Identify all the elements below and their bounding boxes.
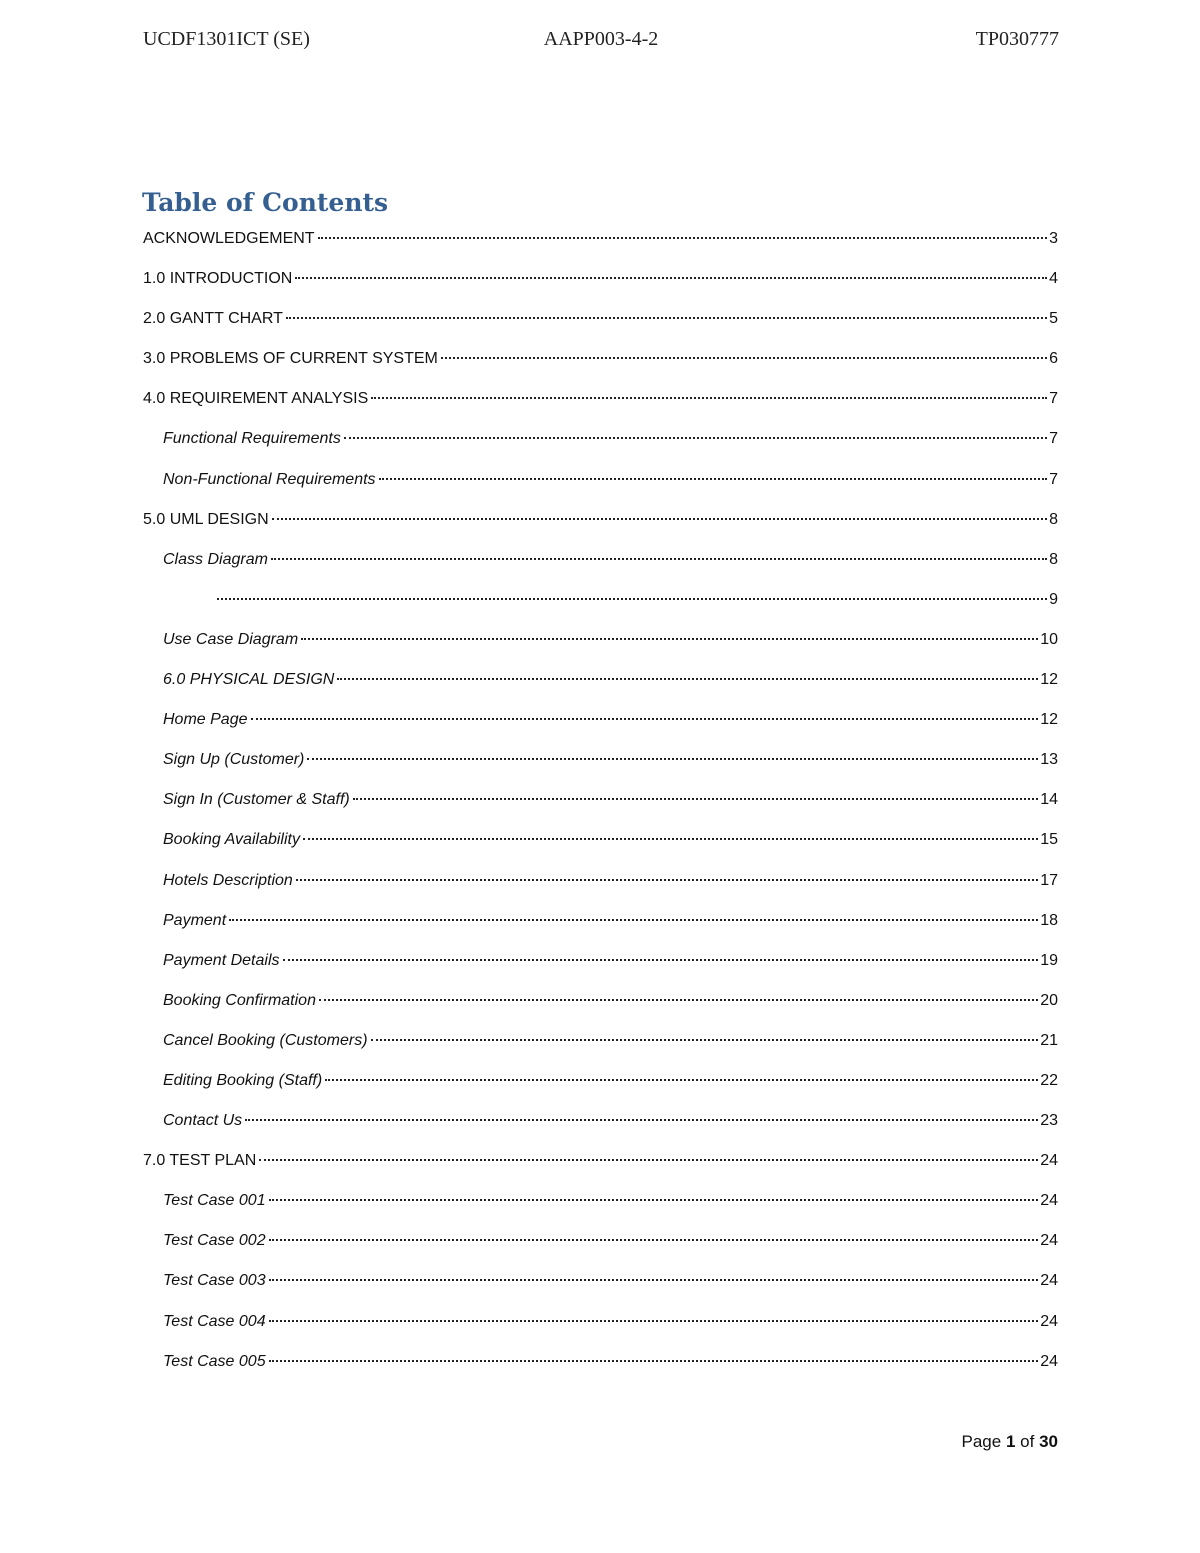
- toc-entry-label: 2.0 GANTT CHART: [143, 310, 283, 328]
- toc-entry-page-number: 5: [1049, 310, 1058, 328]
- toc-entry-label: 5.0 UML DESIGN: [143, 510, 269, 528]
- toc-entry-page-number: 3: [1049, 230, 1058, 247]
- toc-dot-leader: [371, 1039, 1039, 1041]
- toc-entry[interactable]: [143, 620, 1058, 660]
- toc-entry-page-number: 14: [1040, 791, 1058, 809]
- toc-entry-label: Hotels Description: [163, 871, 293, 889]
- toc-entry-label: Sign Up (Customer): [163, 751, 305, 769]
- toc-entry[interactable]: [143, 540, 1058, 580]
- toc-entry-page-number: 7: [1049, 390, 1058, 408]
- toc-entry[interactable]: [143, 901, 1058, 941]
- toc-entry[interactable]: [143, 1261, 1058, 1301]
- toc-entry-page-number: 24: [1040, 1192, 1058, 1210]
- toc-entry-label: Test Case 003: [163, 1272, 266, 1290]
- toc-entry-page-number: 17: [1040, 871, 1058, 889]
- toc-entry-page-number: 24: [1040, 1152, 1058, 1170]
- toc-entry[interactable]: [143, 580, 1058, 620]
- toc-entry[interactable]: [143, 299, 1058, 339]
- toc-entry-label: Use Case Diagram: [163, 630, 299, 648]
- toc-entry-page-number: 7: [1049, 470, 1058, 488]
- toc-entry-page-number: 6: [1049, 350, 1058, 368]
- toc-entry-page-number: 8: [1049, 550, 1058, 568]
- toc-entry-label: 6.0 PHYSICAL DESIGN: [163, 671, 335, 689]
- toc-entry[interactable]: [143, 740, 1058, 780]
- toc-entry[interactable]: [143, 1221, 1058, 1261]
- toc-entry[interactable]: [143, 1021, 1058, 1061]
- toc-entry-label: ACKNOWLEDGEMENT: [143, 230, 315, 247]
- toc-dot-leader: [269, 1360, 1039, 1362]
- toc-dot-leader: [371, 397, 1047, 399]
- toc-dot-leader: [271, 558, 1047, 560]
- footer-page-word: Page: [961, 1432, 1002, 1451]
- toc-dot-leader: [245, 1119, 1038, 1121]
- toc-dot-leader: [283, 959, 1039, 961]
- toc-dot-leader: [307, 758, 1038, 760]
- toc-entry-label: 7.0 TEST PLAN: [143, 1152, 257, 1170]
- toc-entry-page-number: 10: [1040, 630, 1058, 648]
- toc-entry[interactable]: [143, 219, 1058, 259]
- toc-entry-label: Sign In (Customer & Staff): [163, 791, 350, 809]
- toc-entry[interactable]: [143, 460, 1058, 500]
- toc-dot-leader: [217, 598, 1047, 600]
- toc-dot-leader: [269, 1239, 1039, 1241]
- toc-entry-page-number: 24: [1040, 1272, 1058, 1290]
- footer-current-page: 1: [1005, 1432, 1016, 1451]
- toc-entry[interactable]: [143, 1141, 1058, 1181]
- toc-dot-leader: [344, 437, 1047, 439]
- toc-dot-leader: [379, 478, 1048, 480]
- toc-entry-label: Booking Confirmation: [163, 991, 316, 1009]
- toc-entry[interactable]: [143, 379, 1058, 419]
- toc-entry-page-number: 20: [1040, 991, 1058, 1009]
- toc-entry-page-number: 24: [1040, 1232, 1058, 1250]
- toc-dot-leader: [269, 1320, 1039, 1322]
- toc-entry-page-number: 24: [1040, 1352, 1058, 1370]
- toc-dot-leader: [318, 237, 1048, 239]
- toc-entry-page-number: 7: [1049, 430, 1058, 448]
- toc-entry-label: Editing Booking (Staff): [163, 1071, 323, 1089]
- toc-entry[interactable]: [143, 339, 1058, 379]
- toc-entry-label: Cancel Booking (Customers): [163, 1031, 368, 1049]
- toc-entry-label: Booking Availability: [163, 831, 300, 849]
- toc-entry-page-number: 8: [1049, 510, 1058, 528]
- toc-dot-leader: [296, 879, 1038, 881]
- toc-entry[interactable]: [143, 941, 1058, 981]
- footer-total-pages: 30: [1039, 1432, 1058, 1451]
- toc-entry-label: 3.0 PROBLEMS OF CURRENT SYSTEM: [143, 350, 438, 368]
- toc-dot-leader: [259, 1159, 1038, 1161]
- toc-entry-label: Class Diagram: [163, 550, 268, 568]
- page-header: [143, 28, 1059, 58]
- toc-entry-label: Functional Requirements: [163, 430, 341, 448]
- toc-entry-label: 1.0 INTRODUCTION: [143, 270, 293, 288]
- toc-entry-page-number: 9: [1049, 590, 1058, 608]
- toc-dot-leader: [251, 718, 1039, 720]
- toc-entry-page-number: 15: [1040, 831, 1058, 849]
- toc-entry[interactable]: [143, 1302, 1058, 1342]
- toc-entry[interactable]: [143, 1181, 1058, 1221]
- toc-dot-leader: [272, 518, 1047, 520]
- toc-entry[interactable]: [143, 861, 1058, 901]
- toc-entry[interactable]: [143, 700, 1058, 740]
- toc-dot-leader: [229, 919, 1038, 921]
- toc-dot-leader: [286, 317, 1047, 319]
- toc-dot-leader: [301, 638, 1038, 640]
- toc-entry-page-number: 19: [1040, 951, 1058, 969]
- toc-entry-page-number: 18: [1040, 911, 1058, 929]
- toc-entry-label: 4.0 REQUIREMENT ANALYSIS: [143, 390, 369, 408]
- toc-entry-label: Test Case 005: [163, 1352, 266, 1370]
- toc-entry[interactable]: [143, 1101, 1058, 1141]
- toc-entry-page-number: 21: [1040, 1031, 1058, 1049]
- toc-entry-label: Home Page: [163, 711, 248, 729]
- toc-dot-leader: [353, 798, 1038, 800]
- toc-entry[interactable]: [143, 500, 1058, 540]
- toc-dot-leader: [269, 1199, 1039, 1201]
- toc-dot-leader: [295, 277, 1047, 279]
- toc-entry-label: Contact Us: [163, 1112, 243, 1130]
- toc-entry[interactable]: [143, 419, 1058, 459]
- toc-dot-leader: [269, 1279, 1039, 1281]
- toc-entry-page-number: 23: [1040, 1112, 1058, 1130]
- toc-entry[interactable]: [143, 1061, 1058, 1101]
- toc-entry[interactable]: [143, 660, 1058, 700]
- toc-entry-label: Payment Details: [163, 951, 280, 969]
- toc-dot-leader: [337, 678, 1038, 680]
- toc-entry-label: Test Case 001: [163, 1192, 266, 1210]
- header-course-code: UCDF1301ICT (SE): [143, 28, 310, 50]
- toc-title: Table of Contents: [142, 188, 389, 217]
- footer-of-word: of: [1020, 1432, 1035, 1451]
- toc-entry[interactable]: [143, 981, 1058, 1021]
- toc-entry-label: Non-Functional Requirements: [163, 470, 376, 488]
- toc-entry-page-number: 13: [1040, 751, 1058, 769]
- toc-dot-leader: [441, 357, 1047, 359]
- header-module-code: AAPP003-4-2: [543, 28, 659, 50]
- header-student-id: TP030777: [975, 28, 1059, 50]
- toc-entry-page-number: 12: [1040, 711, 1058, 729]
- toc-entry-page-number: 22: [1040, 1071, 1058, 1089]
- toc-entry-label: Payment: [163, 911, 227, 929]
- toc-entry[interactable]: [143, 1342, 1058, 1382]
- page-footer: [962, 1432, 1058, 1452]
- toc-dot-leader: [319, 999, 1038, 1001]
- toc-entry-label: Test Case 004: [163, 1312, 266, 1330]
- toc-entry[interactable]: [143, 780, 1058, 820]
- toc-entry-page-number: 12: [1040, 671, 1058, 689]
- toc-entry-page-number: 24: [1040, 1312, 1058, 1330]
- toc-dot-leader: [303, 838, 1038, 840]
- toc-entry-page-number: 4: [1049, 270, 1058, 288]
- toc-entry[interactable]: [143, 259, 1058, 299]
- toc-entry[interactable]: [143, 820, 1058, 860]
- toc-list: [143, 219, 1058, 1382]
- toc-entry-label: Test Case 002: [163, 1232, 266, 1250]
- toc-dot-leader: [325, 1079, 1038, 1081]
